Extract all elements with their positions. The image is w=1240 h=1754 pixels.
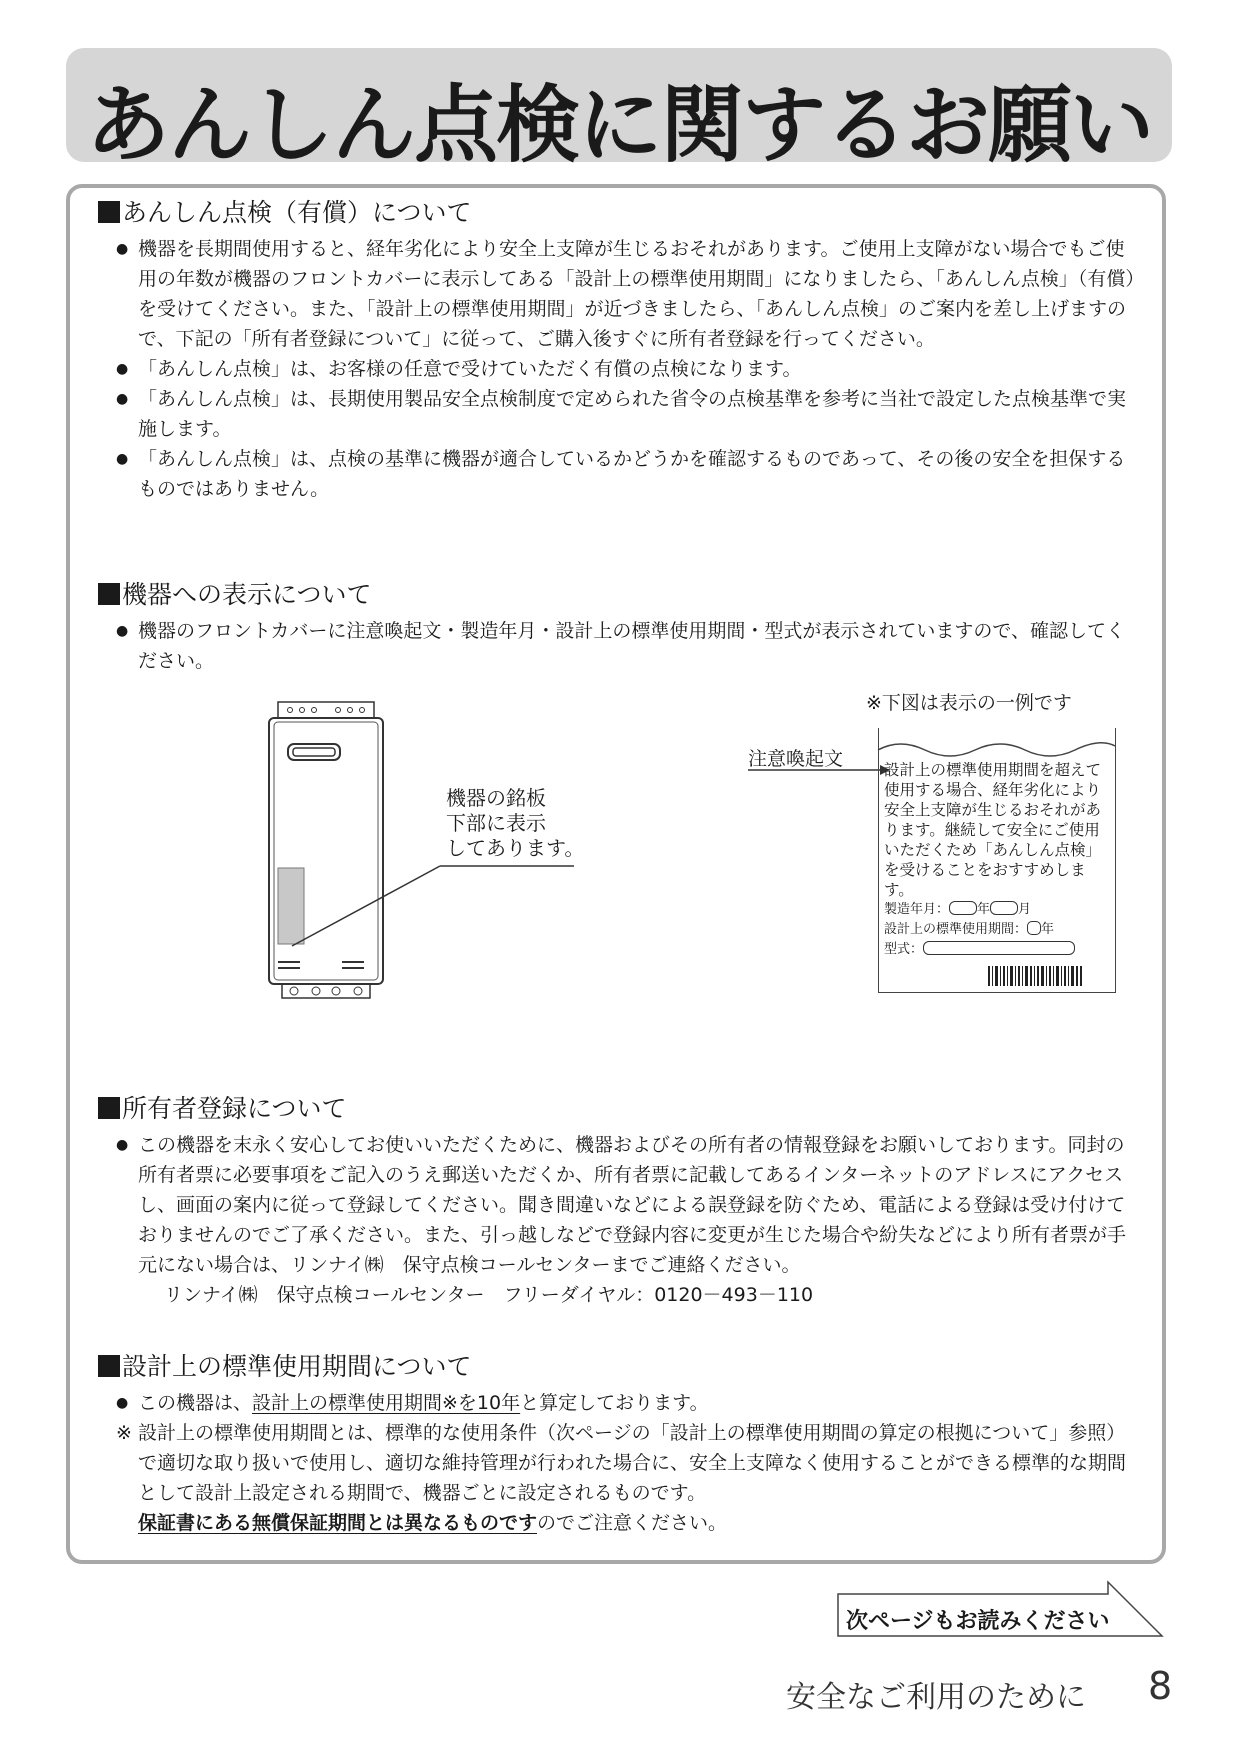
bullet-icon: ●	[116, 391, 129, 407]
bullet-icon: ●	[116, 1137, 129, 1153]
example-note: ※下図は表示の一例です	[866, 692, 1072, 714]
contact-line: リンナイ㈱ 保守点検コールセンター フリーダイヤル：0120－493－110	[164, 1284, 814, 1306]
caution-label: 注意喚起文	[748, 748, 844, 770]
next-page-note: 次ページもお読みください	[846, 1609, 1110, 1634]
section-heading: あんしん点検（有償）について	[122, 198, 472, 227]
warranty-note: 保証書にある無償保証期間とは異なるものですのでご注意ください。	[138, 1512, 728, 1534]
bullet-icon: ●	[116, 623, 129, 639]
section-heading: 設計上の標準使用期間について	[122, 1352, 472, 1381]
list-item: ● 「あんしん点検」は、点検の基準に機器が適合しているかどうかを確認するものであって、その後の安全を担保するものではありません。	[98, 444, 1138, 504]
bullet-icon: ●	[116, 241, 129, 257]
title-banner	[66, 48, 1172, 174]
footnote: ※ 設計上の標準使用期間とは、標準的な使用条件（次ページの「設計上の標準使用期間の算定の根拠について」参照）で適切な取り扱いで使用し、適切な維持管理が行われた場合に、安全上支障なく使用することができる標準的な期間として設計上設定される期間で、機器ごとに設定されるものです。	[116, 1422, 1127, 1504]
page-number: 8	[1148, 1664, 1173, 1708]
page-title: あんしん点検に関するお願い	[85, 76, 1152, 174]
section-heading: 所有者登録について	[122, 1094, 347, 1123]
section-device-display	[98, 578, 1138, 676]
barcode-icon	[988, 966, 1084, 986]
list-item: ● この機器は、設計上の標準使用期間※を10年と算定しております。	[98, 1388, 1138, 1418]
label-caution-text: 設計上の標準使用期間を超えて使用する場合、経年劣化により安全上支障が生じるおそれがあります。継続して安全にご使用いただくため「あんしん点検」を受けることをおすすめします。	[884, 761, 1102, 899]
label-manufacture-date: 製造年月： 年 月	[884, 902, 1032, 917]
section-anshin-inspection	[98, 196, 1138, 504]
bullet-icon: ●	[116, 1395, 129, 1411]
nameplate-callout: 機器の銘板 下部に表示 してあります。	[446, 786, 585, 860]
list-item: ● 機器のフロントカバーに注意喚起文・製造年月・設計上の標準使用期間・型式が表示されていますので、確認してください。	[98, 616, 1138, 676]
square-bullet-icon	[98, 1097, 120, 1119]
bullet-icon: ●	[116, 451, 129, 467]
list-item: ● 機器を長期間使用すると、経年劣化により安全上支障が生じるおそれがあります。ご使用上支障がない場合でもご使用の年数が機器のフロントカバーに表示してある「設計上の標準使用期間」になりましたら、「あんしん点検」（有償）を受けてください。また、「設計上の標準使用期間」が近づきましたら、「あんしん点検」のご案内を差し上げますので、下記の「所有者登録について」に従って、ご購入後すぐに所有者登録を行ってください。	[98, 234, 1138, 354]
section-heading: 機器への表示について	[122, 580, 372, 609]
square-bullet-icon	[98, 1355, 120, 1377]
list-item: ● 「あんしん点検」は、お客様の任意で受けていただく有償の点検になります。	[98, 354, 1138, 384]
label-standard-period: 設計上の標準使用期間： 年	[884, 922, 1055, 937]
square-bullet-icon	[98, 201, 120, 223]
square-bullet-icon	[98, 583, 120, 605]
callout-leader-line	[290, 860, 580, 950]
list-item: ● 「あんしん点検」は、長期使用製品安全点検制度で定められた省令の点検基準を参考に当社で設定した点検基準で実施します。	[98, 384, 1138, 444]
list-item: ● この機器を末永く安心してお使いいただくために、機器およびその所有者の情報登録をお願いしております。同封の所有者票に必要事項をご記入のうえ郵送いただくか、所有者票に記載してあるインターネットのアドレスにアクセスし、画面の案内に従って登録してください。聞き間違いなどによる誤登録を防ぐため、電話による登録は受け付けておりませんのでご了承ください。また、引っ越しなどで登録内容に変更が生じた場合や紛失などにより所有者票が手元にない場合は、リンナイ㈱ 保守点検コールセンターまでご連絡ください。	[98, 1130, 1138, 1280]
footer-section-title: 安全なご利用のために	[786, 1680, 1086, 1715]
section-owner-registration	[98, 1092, 1138, 1310]
label-model: 型式：	[884, 941, 1075, 959]
bullet-icon: ●	[116, 361, 129, 377]
water-heater-illustration	[266, 700, 386, 1000]
section-standard-period	[98, 1350, 1138, 1538]
